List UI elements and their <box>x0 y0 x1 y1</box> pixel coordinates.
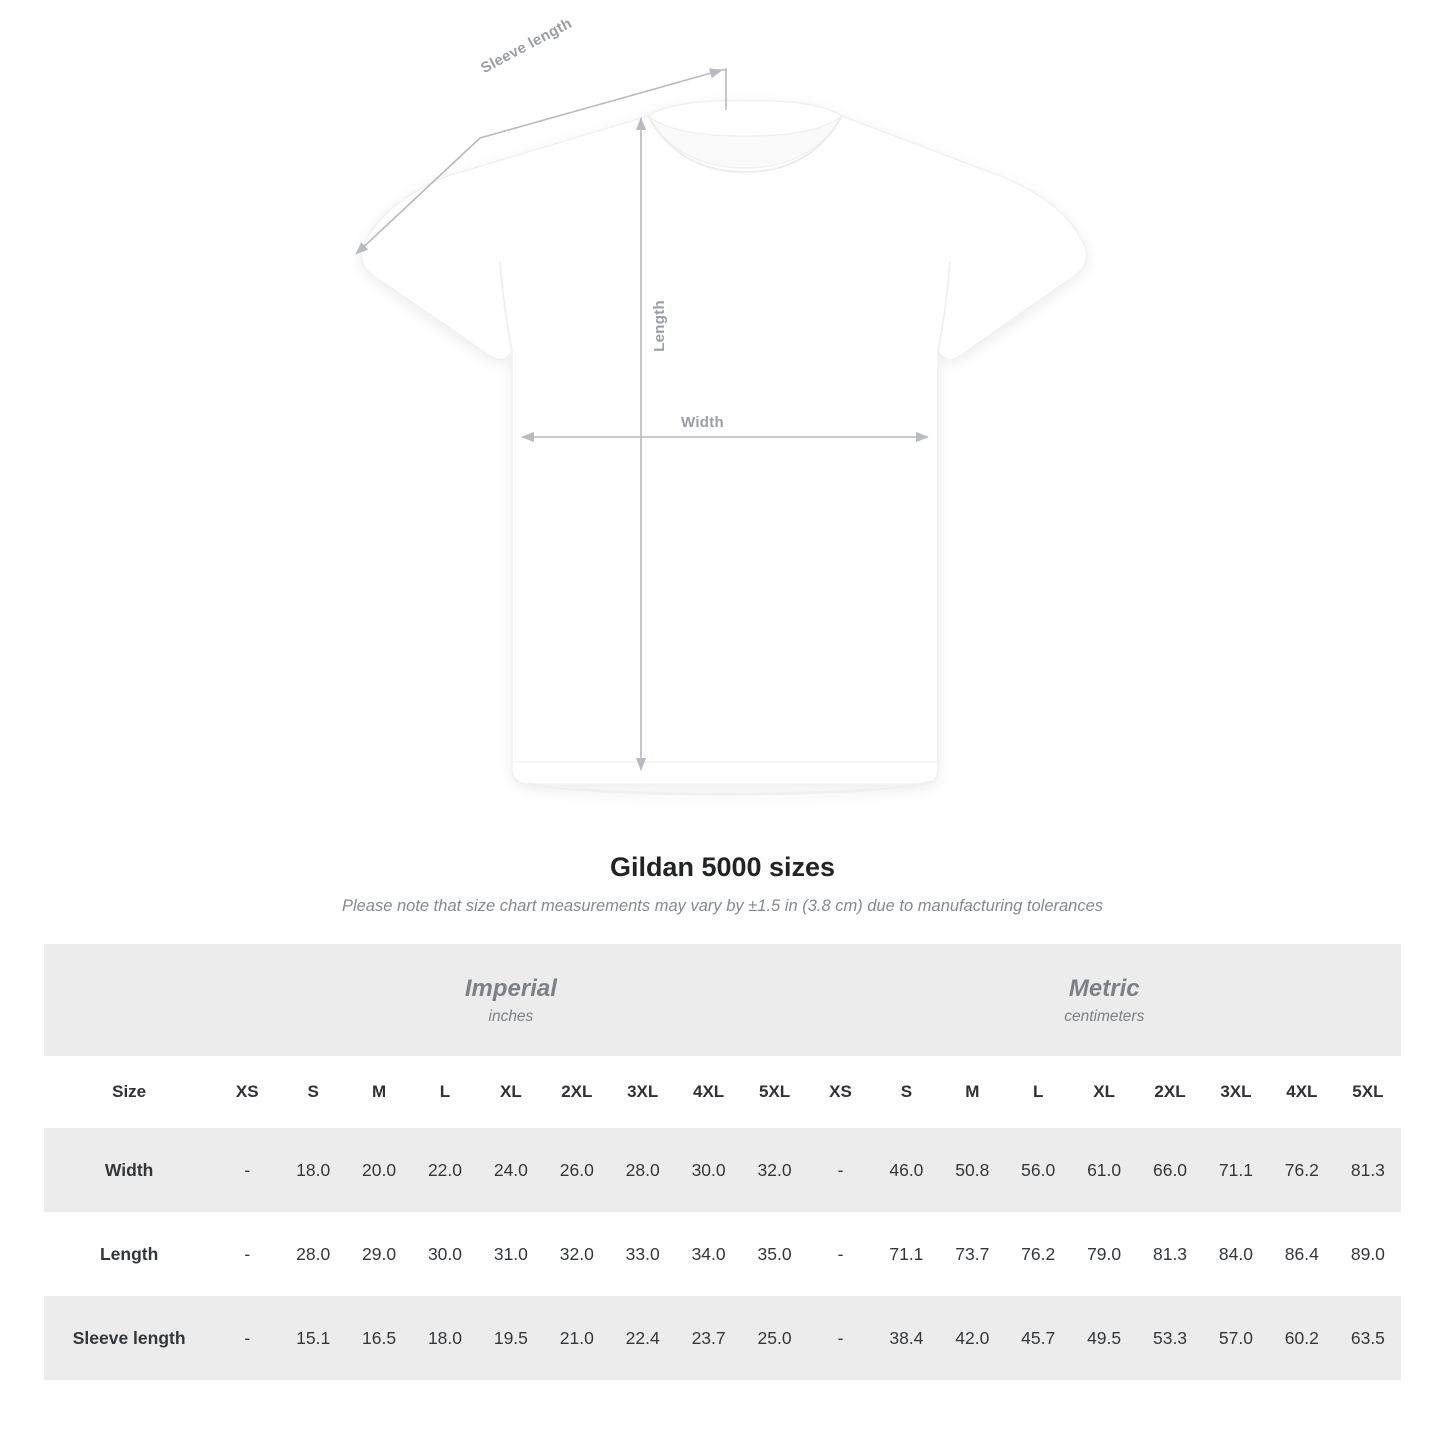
size-header-imperial-s: S <box>280 1056 346 1128</box>
size-header-imperial-xs: XS <box>214 1056 280 1128</box>
cell-length-metric-4xl: 86.4 <box>1269 1212 1335 1296</box>
cell-length-imperial-2xl: 32.0 <box>544 1212 610 1296</box>
size-table <box>44 944 1401 1380</box>
cell-length-metric-5xl: 89.0 <box>1335 1212 1401 1296</box>
cell-width-metric-4xl: 76.2 <box>1269 1128 1335 1212</box>
cell-length-metric-xs: - <box>808 1212 874 1296</box>
size-header-metric-4xl: 4XL <box>1269 1056 1335 1128</box>
size-header-imperial-xl: XL <box>478 1056 544 1128</box>
cell-sleeve-metric-2xl: 53.3 <box>1137 1296 1203 1380</box>
cell-width-metric-s: 46.0 <box>873 1128 939 1212</box>
sleeve-length-label: Sleeve length <box>478 14 575 78</box>
cell-width-imperial-3xl: 28.0 <box>610 1128 676 1212</box>
cell-width-imperial-2xl: 26.0 <box>544 1128 610 1212</box>
cell-sleeve-imperial-xl: 19.5 <box>478 1296 544 1380</box>
size-header-metric-2xl: 2XL <box>1137 1056 1203 1128</box>
cell-sleeve-imperial-m: 16.5 <box>346 1296 412 1380</box>
table-row <box>44 1296 1401 1380</box>
size-header-metric-5xl: 5XL <box>1335 1056 1401 1128</box>
metric-unit-header <box>808 944 1401 1056</box>
size-header-imperial-4xl: 4XL <box>676 1056 742 1128</box>
size-header-imperial-3xl: 3XL <box>610 1056 676 1128</box>
cell-width-imperial-xl: 24.0 <box>478 1128 544 1212</box>
cell-width-metric-2xl: 66.0 <box>1137 1128 1203 1212</box>
imperial-unit-name: Imperial <box>464 975 557 1002</box>
cell-sleeve-metric-xl: 49.5 <box>1071 1296 1137 1380</box>
cell-width-imperial-xs: - <box>214 1128 280 1212</box>
page-title: Gildan 5000 sizes <box>609 852 836 882</box>
cell-length-imperial-s: 28.0 <box>280 1212 346 1296</box>
metric-unit-sub: centimeters <box>1064 1008 1145 1025</box>
size-header-metric-xl: XL <box>1071 1056 1137 1128</box>
size-header-metric-m: M <box>939 1056 1005 1128</box>
cell-width-metric-3xl: 71.1 <box>1203 1128 1269 1212</box>
cell-sleeve-imperial-l: 18.0 <box>412 1296 478 1380</box>
cell-width-metric-l: 56.0 <box>1005 1128 1071 1212</box>
title-block <box>0 852 1445 916</box>
cell-sleeve-metric-5xl: 63.5 <box>1335 1296 1401 1380</box>
cell-sleeve-imperial-2xl: 21.0 <box>544 1296 610 1380</box>
size-header-metric-xs: XS <box>808 1056 874 1128</box>
unit-header-row <box>44 944 1401 1056</box>
cell-sleeve-metric-s: 38.4 <box>873 1296 939 1380</box>
cell-length-imperial-4xl: 34.0 <box>676 1212 742 1296</box>
size-header-imperial-m: M <box>346 1056 412 1128</box>
cell-width-imperial-l: 22.0 <box>412 1128 478 1212</box>
unit-header-spacer <box>44 944 214 1056</box>
size-header-cell: Size <box>44 1056 214 1128</box>
row-label-sleeve-length: Sleeve length <box>44 1296 214 1380</box>
cell-length-metric-2xl: 81.3 <box>1137 1212 1203 1296</box>
cell-width-metric-xl: 61.0 <box>1071 1128 1137 1212</box>
imperial-unit-sub: inches <box>488 1008 534 1025</box>
cell-length-metric-l: 76.2 <box>1005 1212 1071 1296</box>
table-row <box>44 1212 1401 1296</box>
cell-width-imperial-5xl: 32.0 <box>742 1128 808 1212</box>
row-label-width: Width <box>44 1128 214 1212</box>
cell-length-imperial-xs: - <box>214 1212 280 1296</box>
cell-sleeve-metric-3xl: 57.0 <box>1203 1296 1269 1380</box>
table-row <box>44 1128 1401 1212</box>
length-label: Length <box>651 300 668 352</box>
cell-length-imperial-l: 30.0 <box>412 1212 478 1296</box>
cell-length-metric-3xl: 84.0 <box>1203 1212 1269 1296</box>
cell-sleeve-imperial-4xl: 23.7 <box>676 1296 742 1380</box>
cell-sleeve-metric-xs: - <box>808 1296 874 1380</box>
cell-sleeve-imperial-xs: - <box>214 1296 280 1380</box>
cell-length-metric-xl: 79.0 <box>1071 1212 1137 1296</box>
size-header-metric-s: S <box>873 1056 939 1128</box>
cell-sleeve-metric-l: 45.7 <box>1005 1296 1071 1380</box>
cell-length-metric-m: 73.7 <box>939 1212 1005 1296</box>
tolerance-note: Please note that size chart measurements may vary by ±1.5 in (3.8 cm) due to manufacturing tolerances <box>341 897 1104 915</box>
cell-width-metric-m: 50.8 <box>939 1128 1005 1212</box>
size-header-metric-3xl: 3XL <box>1203 1056 1269 1128</box>
cell-width-imperial-m: 20.0 <box>346 1128 412 1212</box>
cell-length-imperial-xl: 31.0 <box>478 1212 544 1296</box>
size-header-imperial-5xl: 5XL <box>742 1056 808 1128</box>
cell-length-imperial-3xl: 33.0 <box>610 1212 676 1296</box>
cell-sleeve-metric-m: 42.0 <box>939 1296 1005 1380</box>
cell-sleeve-imperial-5xl: 25.0 <box>742 1296 808 1380</box>
size-header-imperial-2xl: 2XL <box>544 1056 610 1128</box>
cell-width-metric-5xl: 81.3 <box>1335 1128 1401 1212</box>
width-label: Width <box>681 414 725 431</box>
size-table-wrapper <box>44 944 1401 1380</box>
size-header-imperial-l: L <box>412 1056 478 1128</box>
cell-width-imperial-4xl: 30.0 <box>676 1128 742 1212</box>
imperial-unit-header <box>214 944 807 1056</box>
tshirt-shape <box>361 101 1087 795</box>
cell-length-imperial-5xl: 35.0 <box>742 1212 808 1296</box>
row-label-length: Length <box>44 1212 214 1296</box>
cell-length-metric-s: 71.1 <box>873 1212 939 1296</box>
metric-unit-name: Metric <box>1068 975 1140 1002</box>
size-header-metric-l: L <box>1005 1056 1071 1128</box>
cell-length-imperial-m: 29.0 <box>346 1212 412 1296</box>
cell-width-metric-xs: - <box>808 1128 874 1212</box>
cell-sleeve-imperial-3xl: 22.4 <box>610 1296 676 1380</box>
cell-sleeve-metric-4xl: 60.2 <box>1269 1296 1335 1380</box>
size-header-row <box>44 1056 1401 1128</box>
cell-width-imperial-s: 18.0 <box>280 1128 346 1212</box>
cell-sleeve-imperial-s: 15.1 <box>280 1296 346 1380</box>
